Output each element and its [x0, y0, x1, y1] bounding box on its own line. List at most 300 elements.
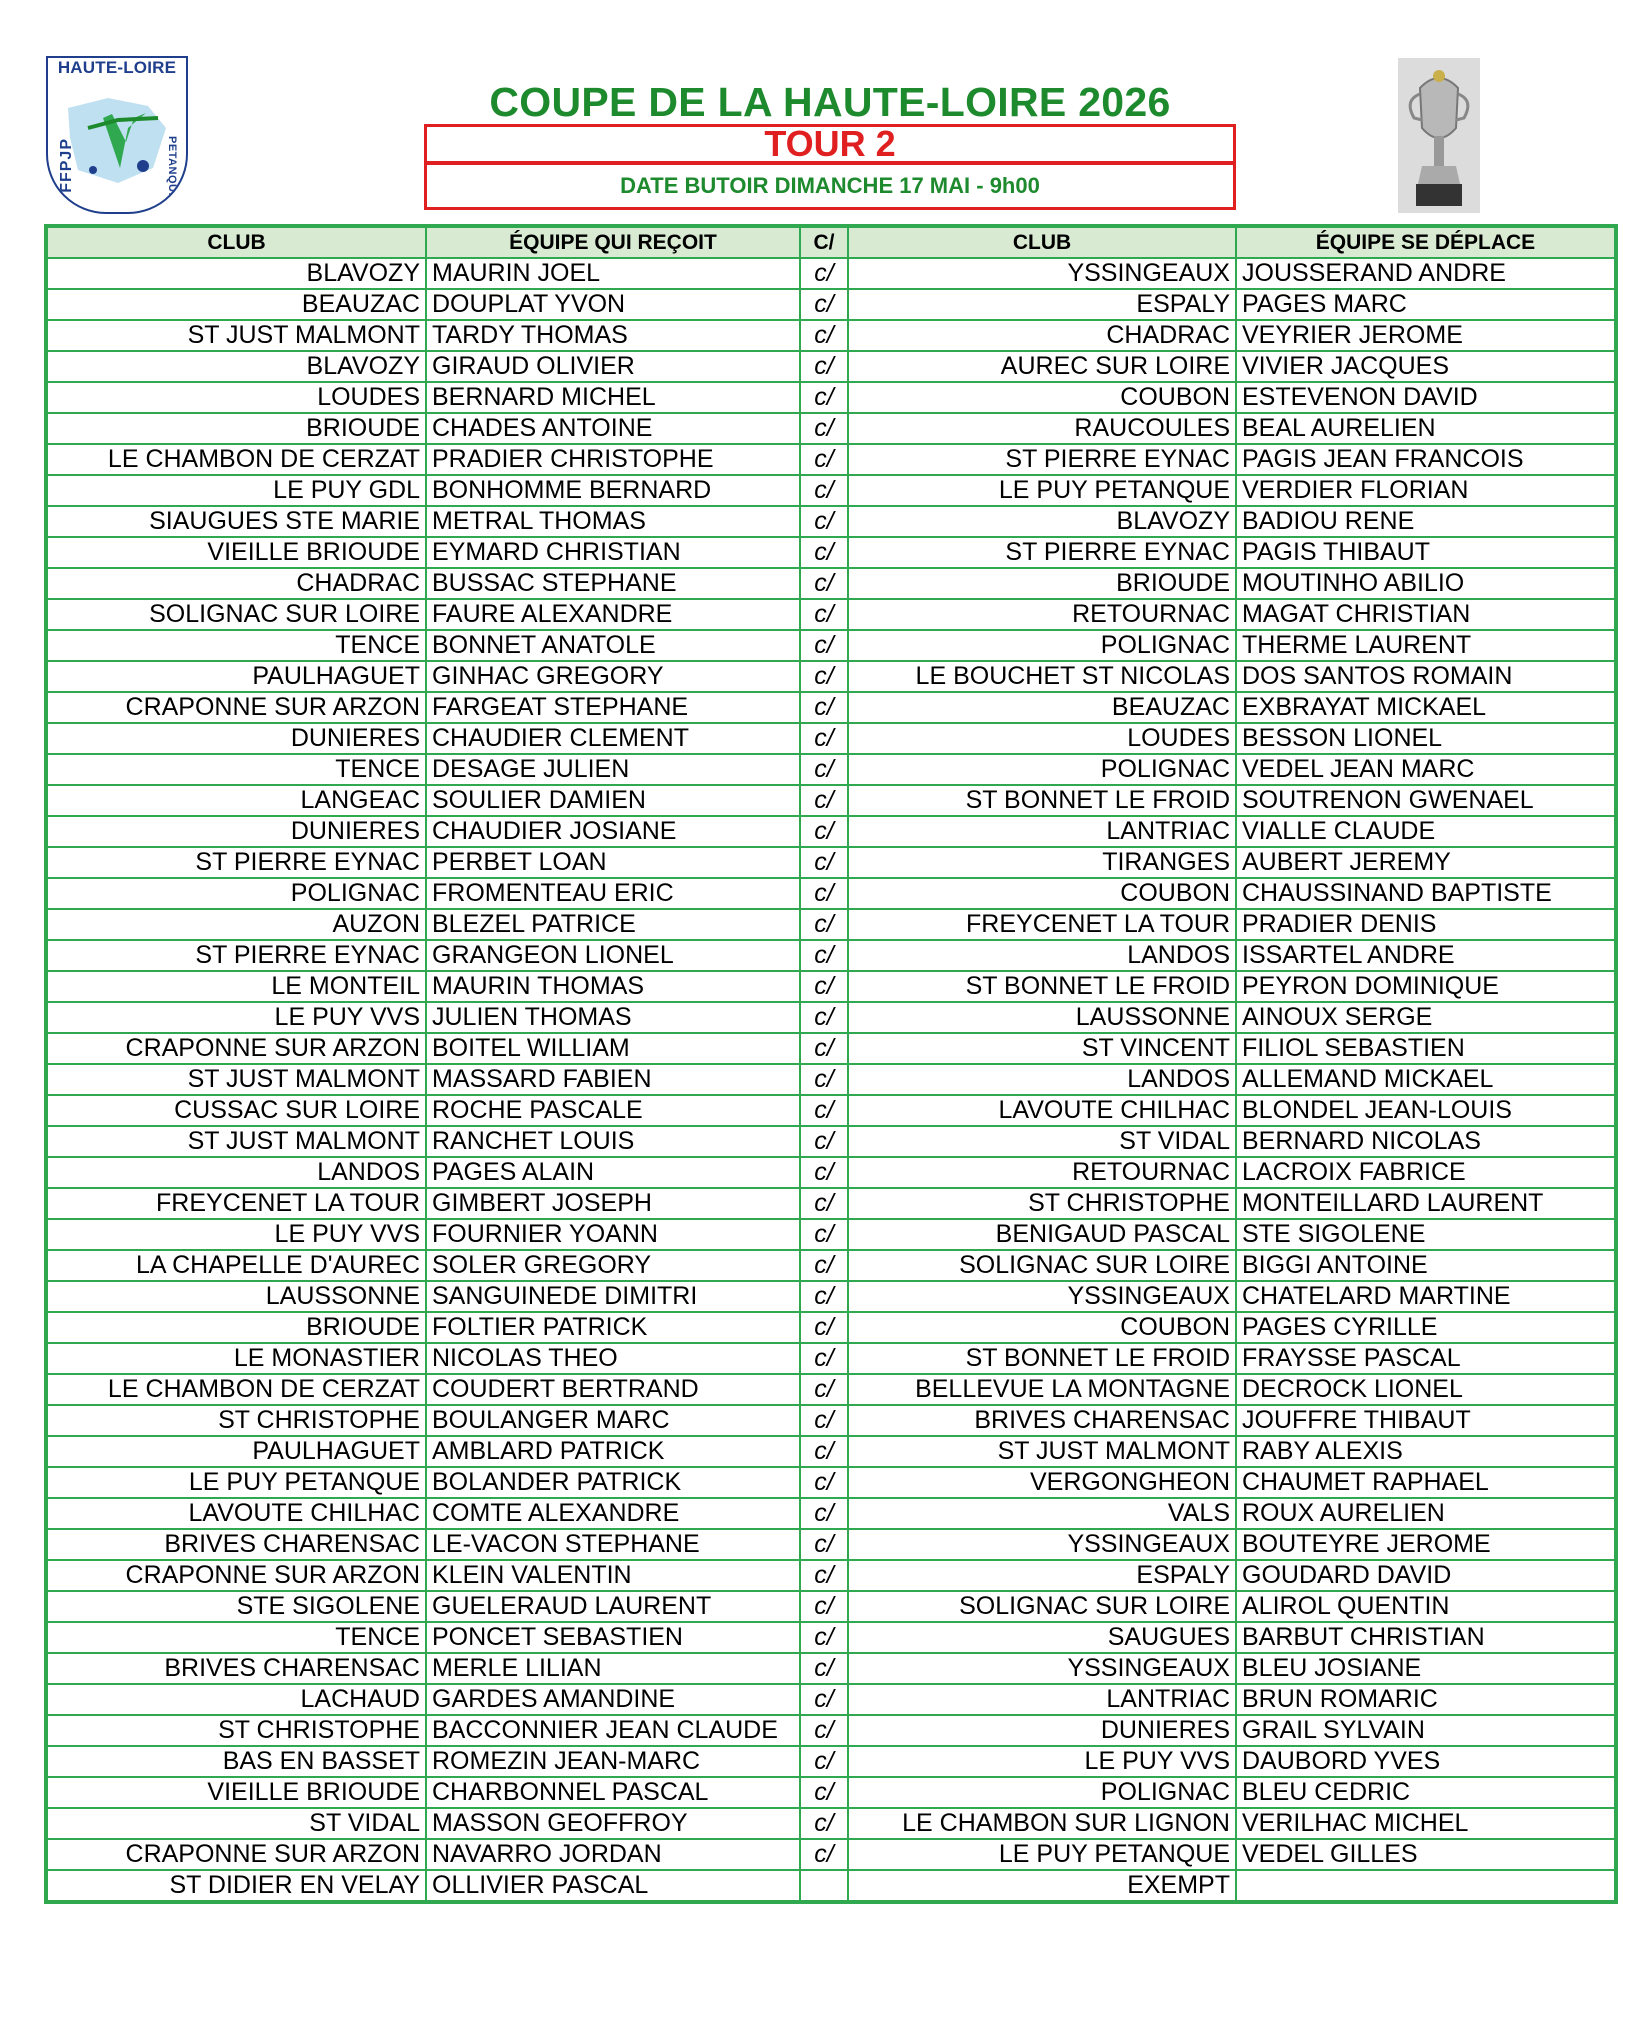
- away-club-cell: LE PUY PETANQUE: [848, 1839, 1236, 1870]
- away-team-cell: CHATELARD MARTINE: [1236, 1281, 1616, 1312]
- home-club-cell: ST JUST MALMONT: [46, 320, 426, 351]
- home-team-cell: KLEIN VALENTIN: [426, 1560, 800, 1591]
- logo-left-text: FFPJP: [58, 138, 75, 193]
- trophy-image: [1398, 58, 1480, 213]
- away-team-cell: PAGIS THIBAUT: [1236, 537, 1616, 568]
- tour-label: TOUR 2: [424, 124, 1236, 164]
- pairings-table: [44, 224, 1618, 1904]
- home-team-cell: FARGEAT STEPHANE: [426, 692, 800, 723]
- away-team-cell: JOUFFRE THIBAUT: [1236, 1405, 1616, 1436]
- away-club-cell: BEAUZAC: [848, 692, 1236, 723]
- table-row: [46, 1808, 1616, 1839]
- home-team-cell: BERNARD MICHEL: [426, 382, 800, 413]
- away-team-cell: BOUTEYRE JEROME: [1236, 1529, 1616, 1560]
- away-club-cell: BRIOUDE: [848, 568, 1236, 599]
- away-team-cell: MOUTINHO ABILIO: [1236, 568, 1616, 599]
- versus-cell: [800, 1870, 848, 1902]
- away-club-cell: SOLIGNAC SUR LOIRE: [848, 1591, 1236, 1622]
- home-club-cell: LAVOUTE CHILHAC: [46, 1498, 426, 1529]
- home-team-cell: PONCET SEBASTIEN: [426, 1622, 800, 1653]
- home-club-cell: BRIVES CHARENSAC: [46, 1529, 426, 1560]
- table-row: [46, 1033, 1616, 1064]
- table-body: [46, 258, 1616, 1902]
- away-team-cell: CHAUMET RAPHAEL: [1236, 1467, 1616, 1498]
- table-row: [46, 1653, 1616, 1684]
- away-club-cell: RAUCOULES: [848, 413, 1236, 444]
- away-team-cell: FRAYSSE PASCAL: [1236, 1343, 1616, 1374]
- away-club-cell: ESPALY: [848, 289, 1236, 320]
- away-team-cell: BADIOU RENE: [1236, 506, 1616, 537]
- away-club-cell: YSSINGEAUX: [848, 1281, 1236, 1312]
- table-row: [46, 1405, 1616, 1436]
- versus-cell: c/: [800, 506, 848, 537]
- home-team-cell: SOULIER DAMIEN: [426, 785, 800, 816]
- table-row: [46, 878, 1616, 909]
- away-club-cell: CHADRAC: [848, 320, 1236, 351]
- home-club-cell: CRAPONNE SUR ARZON: [46, 1560, 426, 1591]
- away-club-cell: ST BONNET LE FROID: [848, 971, 1236, 1002]
- away-team-cell: BARBUT CHRISTIAN: [1236, 1622, 1616, 1653]
- versus-cell: c/: [800, 1064, 848, 1095]
- table-row: [46, 909, 1616, 940]
- versus-cell: c/: [800, 1095, 848, 1126]
- home-team-cell: FOLTIER PATRICK: [426, 1312, 800, 1343]
- away-club-cell: SOLIGNAC SUR LOIRE: [848, 1250, 1236, 1281]
- away-club-cell: COUBON: [848, 1312, 1236, 1343]
- deadline-label: DATE BUTOIR DIMANCHE 17 MAI - 9h00: [424, 162, 1236, 210]
- away-team-cell: SOUTRENON GWENAEL: [1236, 785, 1616, 816]
- table-row: [46, 1591, 1616, 1622]
- table-row: [46, 1684, 1616, 1715]
- home-team-cell: MAURIN JOEL: [426, 258, 800, 289]
- away-team-cell: THERME LAURENT: [1236, 630, 1616, 661]
- away-club-cell: VERGONGHEON: [848, 1467, 1236, 1498]
- home-club-cell: BLAVOZY: [46, 258, 426, 289]
- away-team-cell: MAGAT CHRISTIAN: [1236, 599, 1616, 630]
- away-team-cell: VEDEL JEAN MARC: [1236, 754, 1616, 785]
- table-row: [46, 1436, 1616, 1467]
- home-team-cell: CHARBONNEL PASCAL: [426, 1777, 800, 1808]
- column-header-versus: C/: [800, 226, 848, 258]
- page-title: COUPE DE LA HAUTE-LOIRE 2026: [489, 79, 1171, 125]
- home-club-cell: AUZON: [46, 909, 426, 940]
- table-row: [46, 1002, 1616, 1033]
- table-row: [46, 1839, 1616, 1870]
- versus-cell: c/: [800, 1312, 848, 1343]
- away-club-cell: BENIGAUD PASCAL: [848, 1219, 1236, 1250]
- column-header-away-team: ÉQUIPE SE DÉPLACE: [1236, 226, 1616, 258]
- versus-cell: c/: [800, 692, 848, 723]
- table-row: [46, 630, 1616, 661]
- table-row: [46, 1219, 1616, 1250]
- home-team-cell: CHADES ANTOINE: [426, 413, 800, 444]
- table-row: [46, 1126, 1616, 1157]
- home-club-cell: CHADRAC: [46, 568, 426, 599]
- column-header-home-club: CLUB: [46, 226, 426, 258]
- home-team-cell: GIRAUD OLIVIER: [426, 351, 800, 382]
- away-team-cell: DOS SANTOS ROMAIN: [1236, 661, 1616, 692]
- home-team-cell: LE-VACON STEPHANE: [426, 1529, 800, 1560]
- table-row: [46, 1281, 1616, 1312]
- home-club-cell: ST CHRISTOPHE: [46, 1405, 426, 1436]
- versus-cell: c/: [800, 1157, 848, 1188]
- table-row: [46, 1498, 1616, 1529]
- away-team-cell: VEYRIER JEROME: [1236, 320, 1616, 351]
- versus-cell: c/: [800, 1281, 848, 1312]
- away-club-cell: LANTRIAC: [848, 1684, 1236, 1715]
- home-club-cell: ST CHRISTOPHE: [46, 1715, 426, 1746]
- away-club-cell: COUBON: [848, 382, 1236, 413]
- versus-cell: c/: [800, 1467, 848, 1498]
- away-team-cell: PEYRON DOMINIQUE: [1236, 971, 1616, 1002]
- away-team-cell: VIVIER JACQUES: [1236, 351, 1616, 382]
- versus-cell: c/: [800, 568, 848, 599]
- away-club-cell: AUREC SUR LOIRE: [848, 351, 1236, 382]
- versus-cell: c/: [800, 1033, 848, 1064]
- away-club-cell: TIRANGES: [848, 847, 1236, 878]
- versus-cell: c/: [800, 1250, 848, 1281]
- away-club-cell: ST VIDAL: [848, 1126, 1236, 1157]
- away-team-cell: GRAIL SYLVAIN: [1236, 1715, 1616, 1746]
- home-team-cell: AMBLARD PATRICK: [426, 1436, 800, 1467]
- home-team-cell: BONHOMME BERNARD: [426, 475, 800, 506]
- versus-cell: c/: [800, 1219, 848, 1250]
- home-team-cell: SANGUINEDE DIMITRI: [426, 1281, 800, 1312]
- home-team-cell: COUDERT BERTRAND: [426, 1374, 800, 1405]
- away-club-cell: POLIGNAC: [848, 754, 1236, 785]
- home-team-cell: PERBET LOAN: [426, 847, 800, 878]
- home-club-cell: PAULHAGUET: [46, 1436, 426, 1467]
- away-club-cell: YSSINGEAUX: [848, 258, 1236, 289]
- home-team-cell: MASSON GEOFFROY: [426, 1808, 800, 1839]
- trophy-icon: [1398, 58, 1480, 213]
- away-club-cell: ESPALY: [848, 1560, 1236, 1591]
- away-club-cell: ST CHRISTOPHE: [848, 1188, 1236, 1219]
- home-club-cell: LANGEAC: [46, 785, 426, 816]
- home-team-cell: FAURE ALEXANDRE: [426, 599, 800, 630]
- versus-cell: c/: [800, 1343, 848, 1374]
- versus-cell: c/: [800, 1405, 848, 1436]
- table-row: [46, 258, 1616, 289]
- logo-top-text: HAUTE-LOIRE: [57, 58, 177, 77]
- home-club-cell: ST JUST MALMONT: [46, 1064, 426, 1095]
- away-club-cell: POLIGNAC: [848, 1777, 1236, 1808]
- away-club-cell: EXEMPT: [848, 1870, 1236, 1902]
- column-header-home-team: ÉQUIPE QUI REÇOIT: [426, 226, 800, 258]
- away-team-cell: BESSON LIONEL: [1236, 723, 1616, 754]
- home-club-cell: ST PIERRE EYNAC: [46, 940, 426, 971]
- versus-cell: c/: [800, 1653, 848, 1684]
- home-club-cell: BRIVES CHARENSAC: [46, 1653, 426, 1684]
- logo-right-text: PETANQUE: [166, 136, 178, 201]
- versus-cell: c/: [800, 351, 848, 382]
- versus-cell: c/: [800, 1622, 848, 1653]
- table-header-row: [46, 226, 1616, 258]
- home-club-cell: LE CHAMBON DE CERZAT: [46, 1374, 426, 1405]
- home-team-cell: RANCHET LOUIS: [426, 1126, 800, 1157]
- table-row: [46, 1064, 1616, 1095]
- table-row: [46, 971, 1616, 1002]
- home-team-cell: CHAUDIER JOSIANE: [426, 816, 800, 847]
- table-row: [46, 289, 1616, 320]
- away-team-cell: PAGES CYRILLE: [1236, 1312, 1616, 1343]
- home-club-cell: BRIOUDE: [46, 1312, 426, 1343]
- home-club-cell: LE MONTEIL: [46, 971, 426, 1002]
- home-club-cell: LACHAUD: [46, 1684, 426, 1715]
- away-team-cell: EXBRAYAT MICKAEL: [1236, 692, 1616, 723]
- away-team-cell: ESTEVENON DAVID: [1236, 382, 1616, 413]
- away-team-cell: JOUSSERAND ANDRE: [1236, 258, 1616, 289]
- home-team-cell: GRANGEON LIONEL: [426, 940, 800, 971]
- away-club-cell: LANDOS: [848, 940, 1236, 971]
- away-team-cell: [1236, 1870, 1616, 1902]
- away-club-cell: LAUSSONNE: [848, 1002, 1236, 1033]
- away-club-cell: POLIGNAC: [848, 630, 1236, 661]
- home-team-cell: FOURNIER YOANN: [426, 1219, 800, 1250]
- table-row: [46, 754, 1616, 785]
- column-header-away-club: CLUB: [848, 226, 1236, 258]
- away-club-cell: SAUGUES: [848, 1622, 1236, 1653]
- home-team-cell: METRAL THOMAS: [426, 506, 800, 537]
- away-team-cell: BERNARD NICOLAS: [1236, 1126, 1616, 1157]
- home-club-cell: VIEILLE BRIOUDE: [46, 1777, 426, 1808]
- home-club-cell: POLIGNAC: [46, 878, 426, 909]
- home-club-cell: ST PIERRE EYNAC: [46, 847, 426, 878]
- home-club-cell: CRAPONNE SUR ARZON: [46, 692, 426, 723]
- table-row: [46, 475, 1616, 506]
- table-row: [46, 1250, 1616, 1281]
- away-team-cell: PAGES MARC: [1236, 289, 1616, 320]
- versus-cell: c/: [800, 599, 848, 630]
- home-team-cell: FROMENTEAU ERIC: [426, 878, 800, 909]
- away-team-cell: BRUN ROMARIC: [1236, 1684, 1616, 1715]
- home-team-cell: BUSSAC STEPHANE: [426, 568, 800, 599]
- home-club-cell: BAS EN BASSET: [46, 1746, 426, 1777]
- table-row: [46, 537, 1616, 568]
- home-team-cell: COMTE ALEXANDRE: [426, 1498, 800, 1529]
- away-club-cell: LE PUY PETANQUE: [848, 475, 1236, 506]
- away-team-cell: ALIROL QUENTIN: [1236, 1591, 1616, 1622]
- home-club-cell: SOLIGNAC SUR LOIRE: [46, 599, 426, 630]
- home-team-cell: NICOLAS THEO: [426, 1343, 800, 1374]
- table-row: [46, 692, 1616, 723]
- versus-cell: c/: [800, 1777, 848, 1808]
- home-club-cell: STE SIGOLENE: [46, 1591, 426, 1622]
- home-team-cell: PRADIER CHRISTOPHE: [426, 444, 800, 475]
- versus-cell: c/: [800, 630, 848, 661]
- versus-cell: c/: [800, 1591, 848, 1622]
- home-club-cell: FREYCENET LA TOUR: [46, 1188, 426, 1219]
- home-club-cell: LAUSSONNE: [46, 1281, 426, 1312]
- versus-cell: c/: [800, 816, 848, 847]
- versus-cell: c/: [800, 289, 848, 320]
- home-team-cell: BOULANGER MARC: [426, 1405, 800, 1436]
- versus-cell: c/: [800, 1839, 848, 1870]
- home-team-cell: NAVARRO JORDAN: [426, 1839, 800, 1870]
- home-club-cell: ST DIDIER EN VELAY: [46, 1870, 426, 1902]
- versus-cell: c/: [800, 537, 848, 568]
- versus-cell: c/: [800, 909, 848, 940]
- home-team-cell: EYMARD CHRISTIAN: [426, 537, 800, 568]
- home-club-cell: BLAVOZY: [46, 351, 426, 382]
- table-row: [46, 1188, 1616, 1219]
- home-team-cell: BACCONNIER JEAN CLAUDE: [426, 1715, 800, 1746]
- home-team-cell: ROMEZIN JEAN-MARC: [426, 1746, 800, 1777]
- table-row: [46, 1622, 1616, 1653]
- home-team-cell: ROCHE PASCALE: [426, 1095, 800, 1126]
- away-team-cell: MONTEILLARD LAURENT: [1236, 1188, 1616, 1219]
- away-team-cell: VERDIER FLORIAN: [1236, 475, 1616, 506]
- away-club-cell: BELLEVUE LA MONTAGNE: [848, 1374, 1236, 1405]
- away-club-cell: LANTRIAC: [848, 816, 1236, 847]
- versus-cell: c/: [800, 1684, 848, 1715]
- away-club-cell: ST BONNET LE FROID: [848, 785, 1236, 816]
- home-team-cell: TARDY THOMAS: [426, 320, 800, 351]
- home-club-cell: LANDOS: [46, 1157, 426, 1188]
- away-team-cell: DECROCK LIONEL: [1236, 1374, 1616, 1405]
- versus-cell: c/: [800, 878, 848, 909]
- home-team-cell: GIMBERT JOSEPH: [426, 1188, 800, 1219]
- table-row: [46, 1529, 1616, 1560]
- table-row: [46, 816, 1616, 847]
- away-team-cell: STE SIGOLENE: [1236, 1219, 1616, 1250]
- away-team-cell: BLEU JOSIANE: [1236, 1653, 1616, 1684]
- versus-cell: c/: [800, 1002, 848, 1033]
- home-club-cell: CUSSAC SUR LOIRE: [46, 1095, 426, 1126]
- away-team-cell: RABY ALEXIS: [1236, 1436, 1616, 1467]
- away-team-cell: LACROIX FABRICE: [1236, 1157, 1616, 1188]
- away-team-cell: BIGGI ANTOINE: [1236, 1250, 1616, 1281]
- table-row: [46, 1746, 1616, 1777]
- home-club-cell: BRIOUDE: [46, 413, 426, 444]
- away-club-cell: YSSINGEAUX: [848, 1529, 1236, 1560]
- versus-cell: c/: [800, 940, 848, 971]
- home-club-cell: LE CHAMBON DE CERZAT: [46, 444, 426, 475]
- home-club-cell: SIAUGUES STE MARIE: [46, 506, 426, 537]
- table-row: [46, 1715, 1616, 1746]
- home-club-cell: TENCE: [46, 754, 426, 785]
- versus-cell: c/: [800, 1715, 848, 1746]
- away-club-cell: VALS: [848, 1498, 1236, 1529]
- away-club-cell: DUNIERES: [848, 1715, 1236, 1746]
- away-team-cell: VEDEL GILLES: [1236, 1839, 1616, 1870]
- home-team-cell: GUELERAUD LAURENT: [426, 1591, 800, 1622]
- table-row: [46, 1467, 1616, 1498]
- versus-cell: c/: [800, 258, 848, 289]
- table-row: [46, 940, 1616, 971]
- away-club-cell: BRIVES CHARENSAC: [848, 1405, 1236, 1436]
- table-row: [46, 1374, 1616, 1405]
- away-club-cell: RETOURNAC: [848, 1157, 1236, 1188]
- table-row: [46, 506, 1616, 537]
- home-club-cell: DUNIERES: [46, 723, 426, 754]
- away-team-cell: PRADIER DENIS: [1236, 909, 1616, 940]
- versus-cell: c/: [800, 971, 848, 1002]
- table-row: [46, 785, 1616, 816]
- home-club-cell: LA CHAPELLE D'AUREC: [46, 1250, 426, 1281]
- away-team-cell: ISSARTEL ANDRE: [1236, 940, 1616, 971]
- away-team-cell: BLEU CEDRIC: [1236, 1777, 1616, 1808]
- versus-cell: c/: [800, 1808, 848, 1839]
- versus-cell: c/: [800, 444, 848, 475]
- versus-cell: c/: [800, 1529, 848, 1560]
- table-row: [46, 1157, 1616, 1188]
- home-club-cell: PAULHAGUET: [46, 661, 426, 692]
- versus-cell: c/: [800, 1560, 848, 1591]
- away-club-cell: RETOURNAC: [848, 599, 1236, 630]
- away-club-cell: COUBON: [848, 878, 1236, 909]
- away-team-cell: AINOUX SERGE: [1236, 1002, 1616, 1033]
- table-row: [46, 1095, 1616, 1126]
- home-club-cell: TENCE: [46, 1622, 426, 1653]
- home-team-cell: DESAGE JULIEN: [426, 754, 800, 785]
- home-team-cell: PAGES ALAIN: [426, 1157, 800, 1188]
- away-club-cell: ST VINCENT: [848, 1033, 1236, 1064]
- home-team-cell: JULIEN THOMAS: [426, 1002, 800, 1033]
- home-team-cell: GINHAC GREGORY: [426, 661, 800, 692]
- home-team-cell: OLLIVIER PASCAL: [426, 1870, 800, 1902]
- versus-cell: c/: [800, 847, 848, 878]
- table-row: [46, 382, 1616, 413]
- table-row: [46, 723, 1616, 754]
- home-club-cell: CRAPONNE SUR ARZON: [46, 1033, 426, 1064]
- versus-cell: c/: [800, 661, 848, 692]
- home-club-cell: VIEILLE BRIOUDE: [46, 537, 426, 568]
- versus-cell: c/: [800, 1188, 848, 1219]
- home-club-cell: LE MONASTIER: [46, 1343, 426, 1374]
- versus-cell: c/: [800, 320, 848, 351]
- away-team-cell: PAGIS JEAN FRANCOIS: [1236, 444, 1616, 475]
- home-club-cell: BEAUZAC: [46, 289, 426, 320]
- versus-cell: c/: [800, 754, 848, 785]
- table-row: [46, 320, 1616, 351]
- haute-loire-ffpjp-logo: [46, 56, 188, 214]
- home-club-cell: ST VIDAL: [46, 1808, 426, 1839]
- table-row: [46, 351, 1616, 382]
- away-team-cell: ROUX AURELIEN: [1236, 1498, 1616, 1529]
- home-club-cell: TENCE: [46, 630, 426, 661]
- table-row: [46, 444, 1616, 475]
- table-row: [46, 1560, 1616, 1591]
- table-row: [46, 1312, 1616, 1343]
- away-club-cell: ST PIERRE EYNAC: [848, 537, 1236, 568]
- away-team-cell: AUBERT JEREMY: [1236, 847, 1616, 878]
- versus-cell: c/: [800, 475, 848, 506]
- away-club-cell: ST BONNET LE FROID: [848, 1343, 1236, 1374]
- away-club-cell: LE BOUCHET ST NICOLAS: [848, 661, 1236, 692]
- table-row: [46, 847, 1616, 878]
- table-row: [46, 661, 1616, 692]
- away-club-cell: YSSINGEAUX: [848, 1653, 1236, 1684]
- home-club-cell: DUNIERES: [46, 816, 426, 847]
- home-team-cell: MERLE LILIAN: [426, 1653, 800, 1684]
- versus-cell: c/: [800, 1436, 848, 1467]
- home-team-cell: BOITEL WILLIAM: [426, 1033, 800, 1064]
- table-row: [46, 1343, 1616, 1374]
- versus-cell: c/: [800, 382, 848, 413]
- away-team-cell: CHAUSSINAND BAPTISTE: [1236, 878, 1616, 909]
- away-team-cell: BLONDEL JEAN-LOUIS: [1236, 1095, 1616, 1126]
- away-club-cell: ST JUST MALMONT: [848, 1436, 1236, 1467]
- home-club-cell: LE PUY VVS: [46, 1002, 426, 1033]
- home-team-cell: BLEZEL PATRICE: [426, 909, 800, 940]
- home-club-cell: LE PUY VVS: [46, 1219, 426, 1250]
- versus-cell: c/: [800, 1126, 848, 1157]
- home-team-cell: GARDES AMANDINE: [426, 1684, 800, 1715]
- home-team-cell: SOLER GREGORY: [426, 1250, 800, 1281]
- table-row: [46, 413, 1616, 444]
- versus-cell: c/: [800, 1746, 848, 1777]
